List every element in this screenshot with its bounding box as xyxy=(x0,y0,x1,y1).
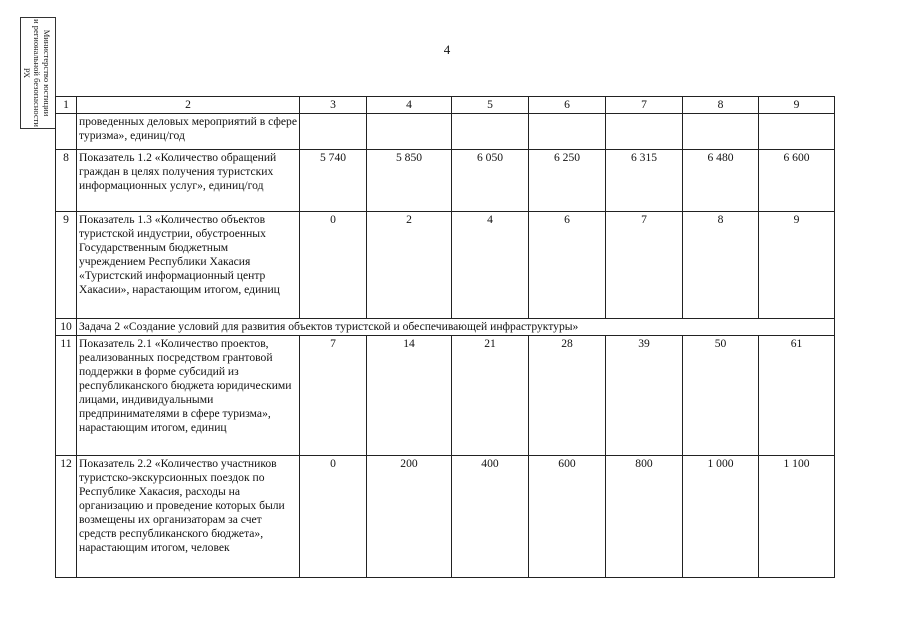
row-number: 8 xyxy=(56,150,77,212)
indicator-value: 5 740 xyxy=(300,150,367,212)
indicator-value: 4 xyxy=(452,212,529,319)
column-header: 2 xyxy=(77,97,300,114)
column-header: 9 xyxy=(759,97,835,114)
table-row xyxy=(56,114,835,150)
indicator-value xyxy=(606,114,683,150)
row-number: 12 xyxy=(56,456,77,578)
page-number: 4 xyxy=(443,42,451,57)
table-row xyxy=(56,456,835,578)
row-number: 11 xyxy=(56,336,77,456)
column-header: 8 xyxy=(683,97,759,114)
indicator-value: 6 480 xyxy=(683,150,759,212)
table-task-row xyxy=(56,319,835,336)
indicator-text: Показатель 1.3 «Количество объектов туристской индустрии, обустроенных Государственным бюджетным учреждением Республики Хакасия «Туристский информационный центр Хакасии», нарастающим итогом, единиц xyxy=(77,212,300,319)
indicator-value: 6 600 xyxy=(759,150,835,212)
indicator-value: 6 315 xyxy=(606,150,683,212)
indicator-value: 0 xyxy=(300,456,367,578)
indicators-table xyxy=(55,96,835,578)
table-row xyxy=(56,212,835,319)
row-number xyxy=(56,114,77,150)
row-number: 10 xyxy=(56,319,77,336)
row-number: 9 xyxy=(56,212,77,319)
indicator-value xyxy=(683,114,759,150)
indicator-value: 6 xyxy=(529,212,606,319)
indicator-value: 28 xyxy=(529,336,606,456)
indicator-value xyxy=(529,114,606,150)
indicator-value xyxy=(300,114,367,150)
indicator-text: Показатель 2.1 «Количество проектов, реализованных посредством грантовой поддержки в форме субсидий из республиканского бюджета юридическими лицами, индивидуальными предпринимателями в сфере туризма», нарастающим итогом, единиц xyxy=(77,336,300,456)
indicator-value: 6 050 xyxy=(452,150,529,212)
indicator-value: 5 850 xyxy=(367,150,452,212)
registration-stamp xyxy=(20,17,56,129)
stamp-line: Министерство юстиции xyxy=(42,29,52,117)
task-title: Задача 2 «Создание условий для развития объектов туристской и обеспечивающей инфраструктуры» xyxy=(77,319,835,336)
stamp-line: РХ xyxy=(22,67,32,79)
indicator-value: 8 xyxy=(683,212,759,319)
indicator-text: Показатель 2.2 «Количество участников туристско-экскурсионных поездок по Республике Хакасия, расходы на организацию и проведение которых были возмещены их организаторам за счет средств республиканского бюджета», нарастающим итогом, человек xyxy=(77,456,300,578)
indicator-text: проведенных деловых мероприятий в сфере туризма», единиц/год xyxy=(77,114,300,150)
indicator-value: 9 xyxy=(759,212,835,319)
table-row xyxy=(56,150,835,212)
stamp-line: и региональной безопасности xyxy=(32,19,42,127)
indicator-text: Показатель 1.2 «Количество обращений граждан в целях получения туристских информационных услуг», единиц/год xyxy=(77,150,300,212)
table-header-row xyxy=(56,97,835,114)
indicator-value: 14 xyxy=(367,336,452,456)
indicator-value: 6 250 xyxy=(529,150,606,212)
indicator-value: 0 xyxy=(300,212,367,319)
column-header: 5 xyxy=(452,97,529,114)
column-header: 1 xyxy=(56,97,77,114)
indicator-value: 200 xyxy=(367,456,452,578)
indicator-value: 50 xyxy=(683,336,759,456)
column-header: 6 xyxy=(529,97,606,114)
indicator-value: 21 xyxy=(452,336,529,456)
table-row xyxy=(56,336,835,456)
indicator-value: 7 xyxy=(606,212,683,319)
indicator-value: 7 xyxy=(300,336,367,456)
indicator-value xyxy=(759,114,835,150)
indicator-value xyxy=(367,114,452,150)
indicator-value: 400 xyxy=(452,456,529,578)
column-header: 3 xyxy=(300,97,367,114)
indicator-value: 61 xyxy=(759,336,835,456)
indicator-value: 1 000 xyxy=(683,456,759,578)
indicator-value: 800 xyxy=(606,456,683,578)
indicator-value: 39 xyxy=(606,336,683,456)
indicator-value: 600 xyxy=(529,456,606,578)
indicator-value xyxy=(452,114,529,150)
indicator-value: 1 100 xyxy=(759,456,835,578)
indicator-value: 2 xyxy=(367,212,452,319)
column-header: 7 xyxy=(606,97,683,114)
column-header: 4 xyxy=(367,97,452,114)
